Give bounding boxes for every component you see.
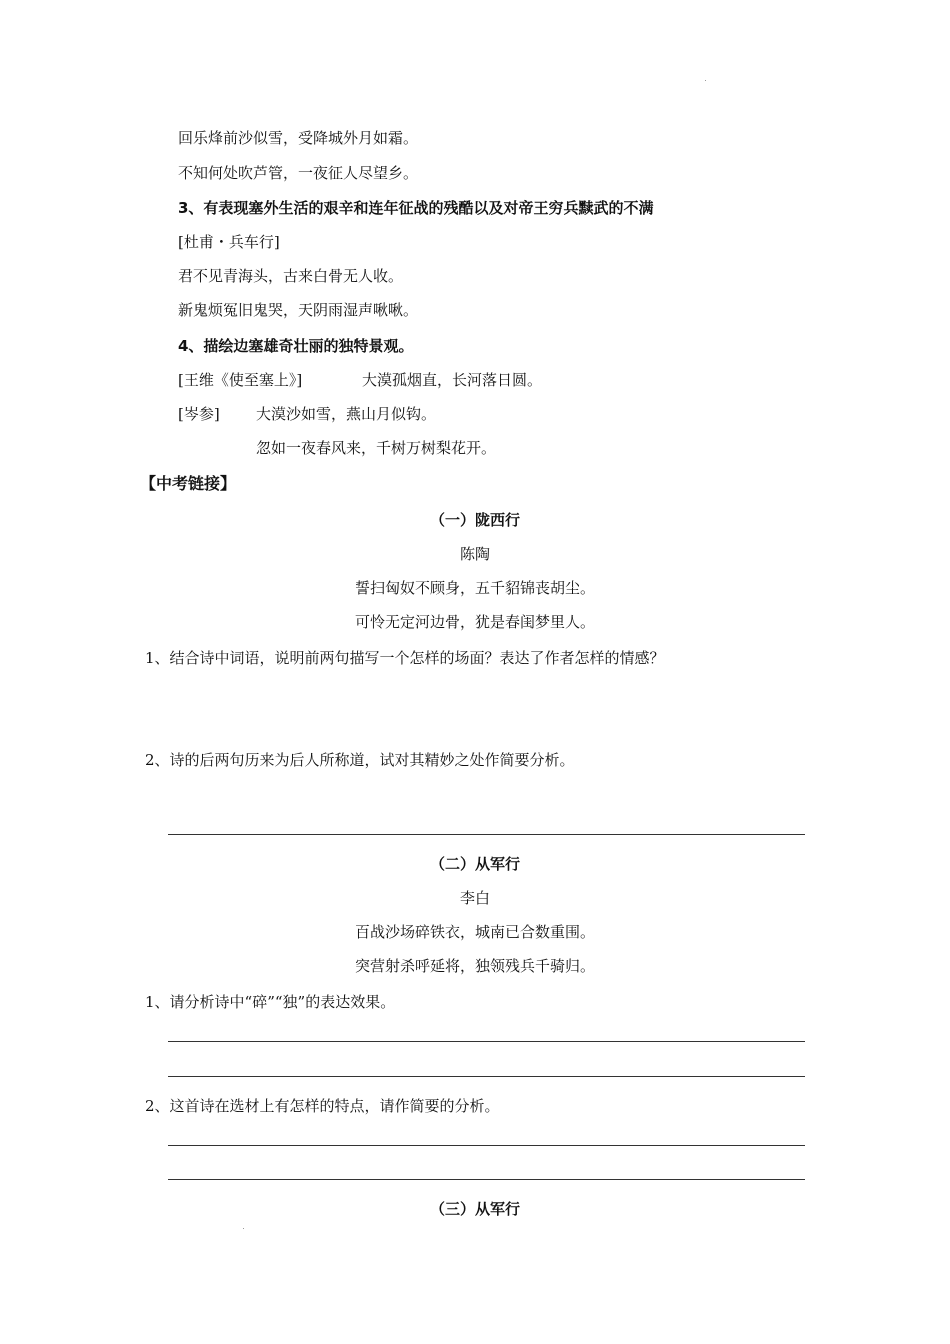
answer-line: [168, 834, 805, 835]
question: 1、结合诗中词语，说明前两句描写一个怎样的场面？表达了作者怎样的情感？: [145, 649, 665, 667]
answer-line: [168, 1179, 805, 1180]
scan-speck: [243, 1228, 244, 1229]
heading-4: 4、描绘边塞雄奇壮丽的独特景观。: [178, 337, 414, 355]
scan-speck: [705, 80, 706, 81]
section-title: 【中考链接】: [140, 474, 237, 493]
poem-line: 不知何处吹芦管，一夜征人尽望乡。: [178, 164, 419, 182]
poem-line: 君不见青海头，古来白骨无人收。: [178, 267, 404, 285]
censhen-source: [岑参]: [178, 405, 220, 423]
question: 2、诗的后两句历来为后人所称道，试对其精妙之处作简要分析。: [145, 751, 575, 769]
question: 1、请分析诗中“碎”“独”的表达效果。: [145, 993, 396, 1011]
poem-line: 新鬼烦冤旧鬼哭，天阴雨湿声啾啾。: [178, 301, 419, 319]
poem-line: 大漠沙如雪，燕山月似钩。: [256, 405, 437, 423]
poem1-author: 陈陶: [459, 545, 490, 563]
poem2-author: 李白: [459, 889, 490, 907]
answer-line: [168, 1076, 805, 1077]
poem-line: 大漠孤烟直，长河落日圆。: [362, 371, 543, 389]
poem-line: 忽如一夜春风来，千树万树梨花开。: [256, 439, 497, 457]
wangwei-source: [王维《使至塞上》]: [178, 371, 303, 389]
poem-line: 百战沙场碎铁衣，城南已合数重围。: [354, 923, 595, 941]
poem1-title: （一）陇西行: [429, 511, 520, 529]
poem-line: 誓扫匈奴不顾身，五千貂锦丧胡尘。: [354, 579, 595, 597]
question: 2、这首诗在选材上有怎样的特点，请作简要的分析。: [145, 1097, 500, 1115]
poem-line: 突营射杀呼延将，独领残兵千骑归。: [354, 957, 595, 975]
poem-line: 可怜无定河边骨，犹是春闺梦里人。: [354, 613, 595, 631]
poem-line: 回乐烽前沙似雪，受降城外月如霜。: [178, 129, 419, 147]
dufu-source: [杜甫・兵车行]: [178, 233, 280, 251]
answer-line: [168, 1145, 805, 1146]
heading-3: 3、有表现塞外生活的艰辛和连年征战的残酷以及对帝王穷兵黩武的不满: [178, 199, 654, 217]
poem3-title: （三）从军行: [429, 1200, 520, 1218]
poem2-title: （二）从军行: [429, 855, 520, 873]
answer-line: [168, 1041, 805, 1042]
